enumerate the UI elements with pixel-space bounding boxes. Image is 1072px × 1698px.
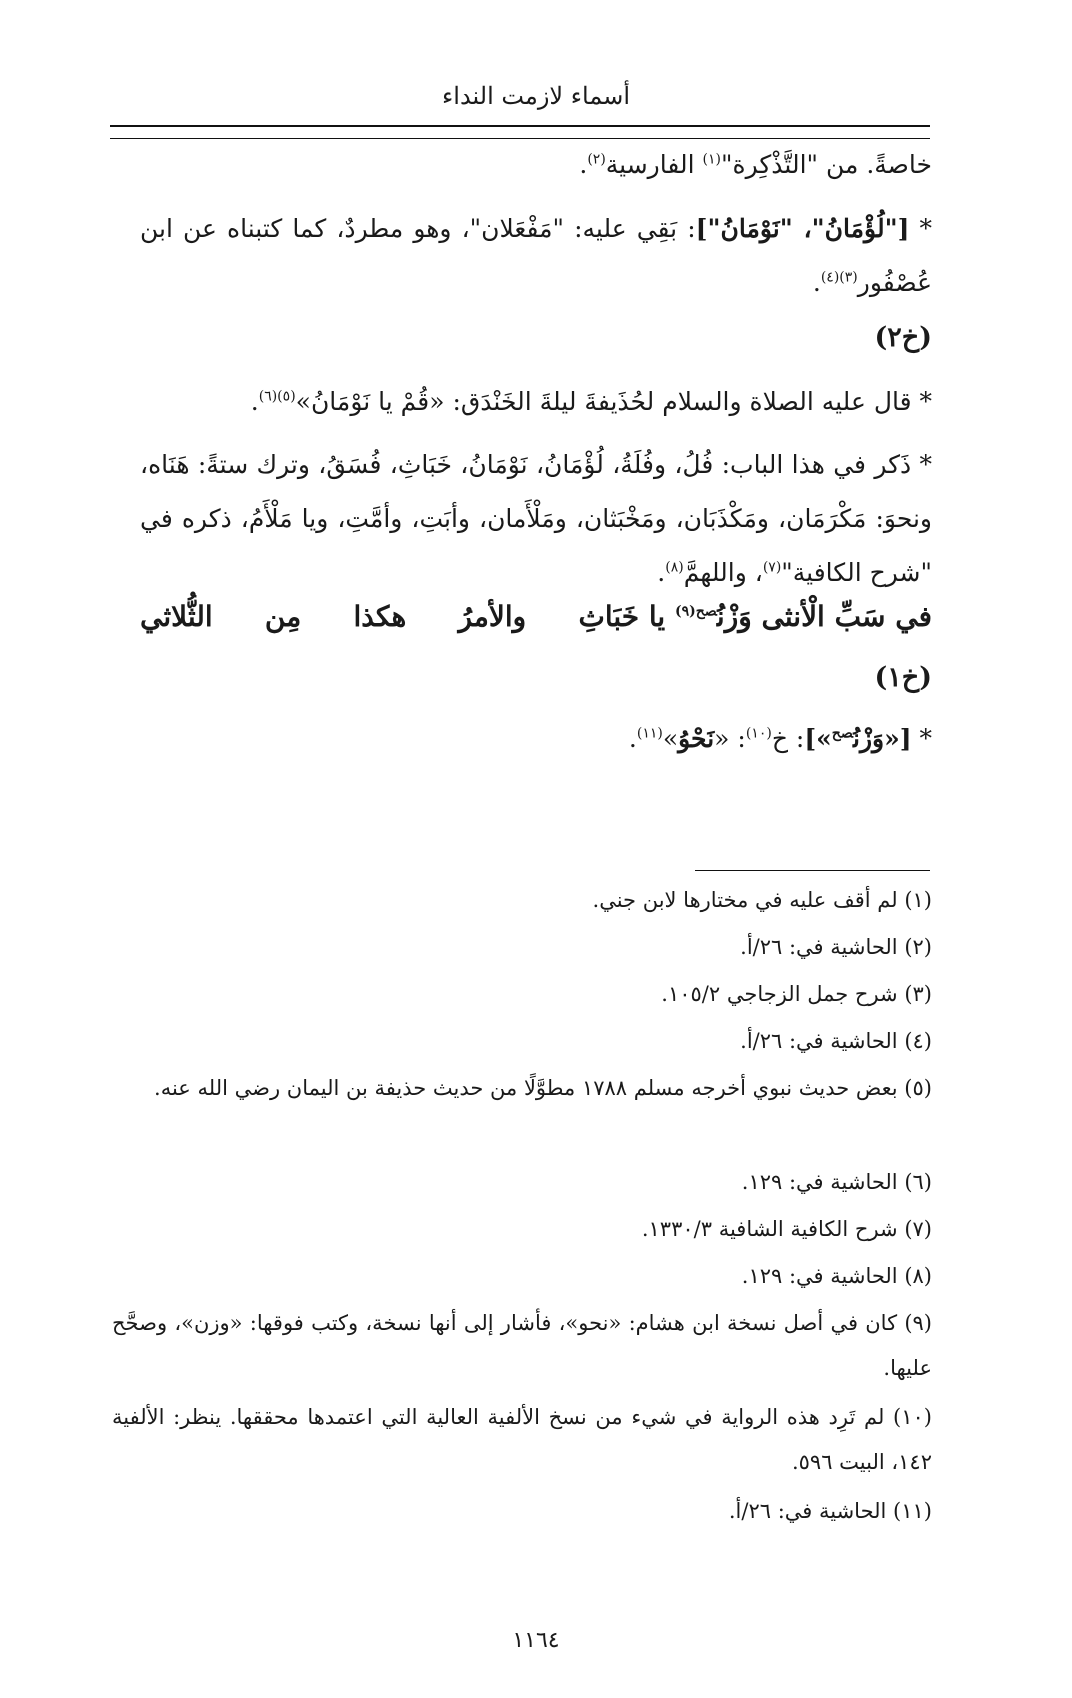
paragraph-1: خاصةً. من "التَّذْكِرة"$^{(١)}$ الفارسية$^{(٢)}$. xyxy=(579,150,932,179)
paragraph-5: * [«وَزْنُ$^{صح}$»]: خ$^{(١٠)}$: «نَحْوُ»$^{(١١)}$. xyxy=(628,724,932,753)
verse-word: مِن xyxy=(264,600,302,633)
footnote-11: (١١) الحاشية في: ٢٦/أ. xyxy=(728,1499,932,1523)
footnote-ref: (٨) xyxy=(665,559,684,576)
paragraph-2: * ["لُؤْمَانُ"، "نَوْمَانُ"]: بَقِي عليه: "مَفْعَلان"، وهو مطردٌ، كما كتبناه عن ابن عُصْفُور$^{(٣)(٤)}$. xyxy=(140,214,933,297)
footnote-2: (٢) الحاشية في: ٢٦/أ. xyxy=(740,935,932,959)
verse-word: الثُّلاثي xyxy=(140,600,213,633)
headword: ["لُؤْمَانُ"، "نَوْمَانُ"] xyxy=(695,214,910,243)
verse-word: والأمرُ xyxy=(458,600,527,633)
section-heading-kh2: (خ٢) xyxy=(874,322,932,353)
header-rule-thick xyxy=(110,125,930,127)
footnote-1: (١) لم أقف عليه في مختارها لابن جني. xyxy=(592,888,932,912)
footnote-ref: (٧) xyxy=(762,559,782,576)
footnote-8: (٨) الحاشية في: ١٢٩. xyxy=(741,1264,932,1288)
verse-hemistich-1: في سَبِّ الْأنثى وَزْنُ$^{صح(٩)}$ يا خَبَاثِ xyxy=(578,600,932,633)
footnote-4: (٤) الحاشية في: ٢٦/أ. xyxy=(740,1029,932,1053)
footnote-ref: (٢) xyxy=(587,151,606,168)
page-number: ١١٦٤ xyxy=(512,1628,560,1653)
paragraph-4: * ذَكر في هذا الباب: فُلُ، وفُلَةُ، لُؤْمَانُ، نَوْمَانُ، خَبَاثِ، فُسَقُ، وترك ستةً: هَنَاه، ونحوَ: مَكْرَمَان، ومَكْذَبَان، ومَخْبَثان، ومَلْأَمان، وأبَتِ، وأمَّتِ، ويا مَلْأَمُ، ذكره في "شرح الكافية"$^{(٧)}$، واللهمَّ$^{(٨)}$. xyxy=(140,450,932,587)
footnote-separator xyxy=(695,870,930,871)
footnote-ref: صح xyxy=(831,725,853,742)
footnote-ref: (١١) xyxy=(636,725,663,742)
verse-word: هكذا xyxy=(353,600,407,633)
section-heading-kh1: (خ١) xyxy=(874,662,932,693)
paragraph-3: * قال عليه الصلاة والسلام لحُذَيفةَ ليلةَ الخَنْدَق: «قُمْ يا نَوْمَانُ»$^{(٥)(٦)}$. xyxy=(250,387,932,416)
verse-line xyxy=(140,600,932,633)
footnote-ref: صح(٩) xyxy=(674,603,717,620)
footnote-ref: (٥)(٦) xyxy=(258,388,296,405)
footnote-3: (٣) شرح جمل الزجاجي ١٠٥/٢. xyxy=(661,982,932,1006)
footnote-ref: (١) xyxy=(702,151,721,168)
footnote-10: (١٠) لم تَرِد هذه الرواية في شيء من نسخ الألفية العالية التي اعتمدها محققها. ينظر: الألفية ١٤٢، البيت ٥٩٦. xyxy=(112,1405,932,1474)
footnote-7: (٧) شرح الكافية الشافية ١٣٣٠/٣. xyxy=(641,1217,932,1241)
footnote-6: (٦) الحاشية في: ١٢٩. xyxy=(741,1170,932,1194)
footnote-5: (٥) بعض حديث نبوي أخرجه مسلم ١٧٨٨ مطوَّلًا من حديث حذيفة بن اليمان رضي الله عنه. xyxy=(154,1076,932,1100)
footnote-ref: (٣)(٤) xyxy=(820,269,858,286)
footnote-9: (٩) كان في أصل نسخة ابن هشام: «نحو»، فأشار إلى أنها نسخة، وكتب فوقها: «وزن»، وصحَّح عليها. xyxy=(112,1311,932,1380)
footnote-ref: (١٠) xyxy=(745,725,772,742)
running-header: أسماء لازمت النداء xyxy=(442,82,630,110)
